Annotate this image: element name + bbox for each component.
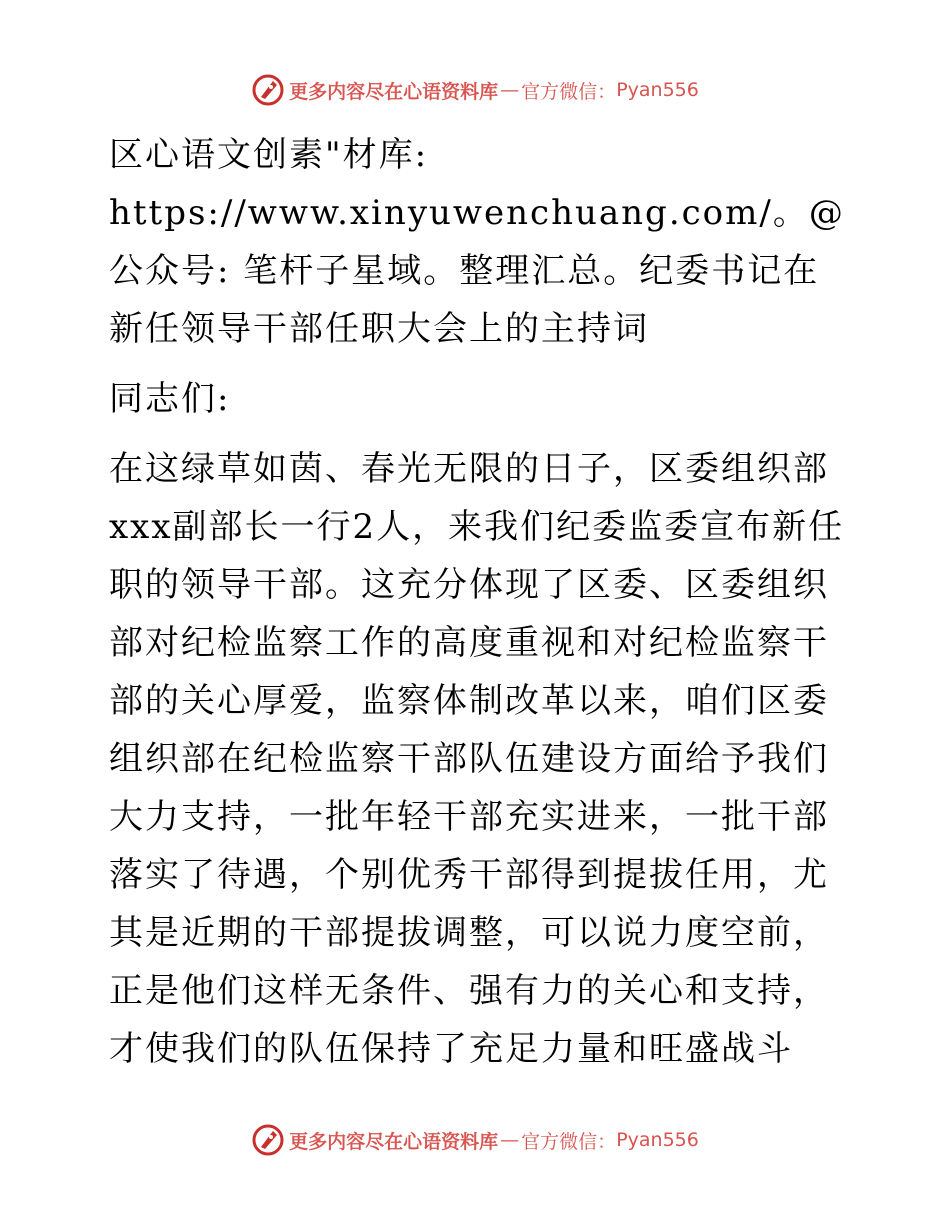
header-watermark-banner <box>0 72 950 108</box>
banner-main-text: 更多内容尽在心语资料库 <box>289 80 499 103</box>
document-body <box>97 126 855 1078</box>
banner-main-text: 更多内容尽在心语资料库 <box>289 1130 499 1153</box>
banner-wechat-id: Pyan556 <box>616 79 699 101</box>
intro-paragraph: 区心语文创素"材库: https://www.xinyuwenchuang.com/。@公众号: 笔杆子星域。整理汇总。纪委书记在新任领导干部任职大会上的主持词 <box>109 135 845 349</box>
banner-wechat-label: 官方微信： <box>521 80 617 103</box>
banner-wechat-id: Pyan556 <box>616 1129 699 1151</box>
body-paragraph: 在这绿草如茵、春光无限的日子，区委组织部xxx副部长一行2人，来我们纪委监委宣布新任职的领导干部。这充分体现了区委、区委组织部对纪检监察工作的高度重视和对纪检监察干部的关心厚爱，监察体制改革以来，咱们区委组织部在纪检监察干部队伍建设方面给予我们大力支持，一批年轻干部充实进来，一批干部落实了待遇，个别优秀干部得到提拔任用，尤其是近期的干部提拔调整，可以说力度空前，正是他们这样无条件、强有力的关心和支持，才使我们的队伍保持了充足力量和旺盛战斗 <box>109 449 845 1069</box>
banner-separator: — <box>500 1129 520 1151</box>
pen-nib-logo-icon <box>251 73 285 107</box>
banner-wechat-label: 官方微信： <box>521 1130 617 1153</box>
footer-watermark-banner <box>0 1122 950 1158</box>
banner-separator: — <box>500 79 520 101</box>
pen-nib-logo-icon <box>251 1123 285 1157</box>
salutation: 同志们: <box>109 379 231 419</box>
